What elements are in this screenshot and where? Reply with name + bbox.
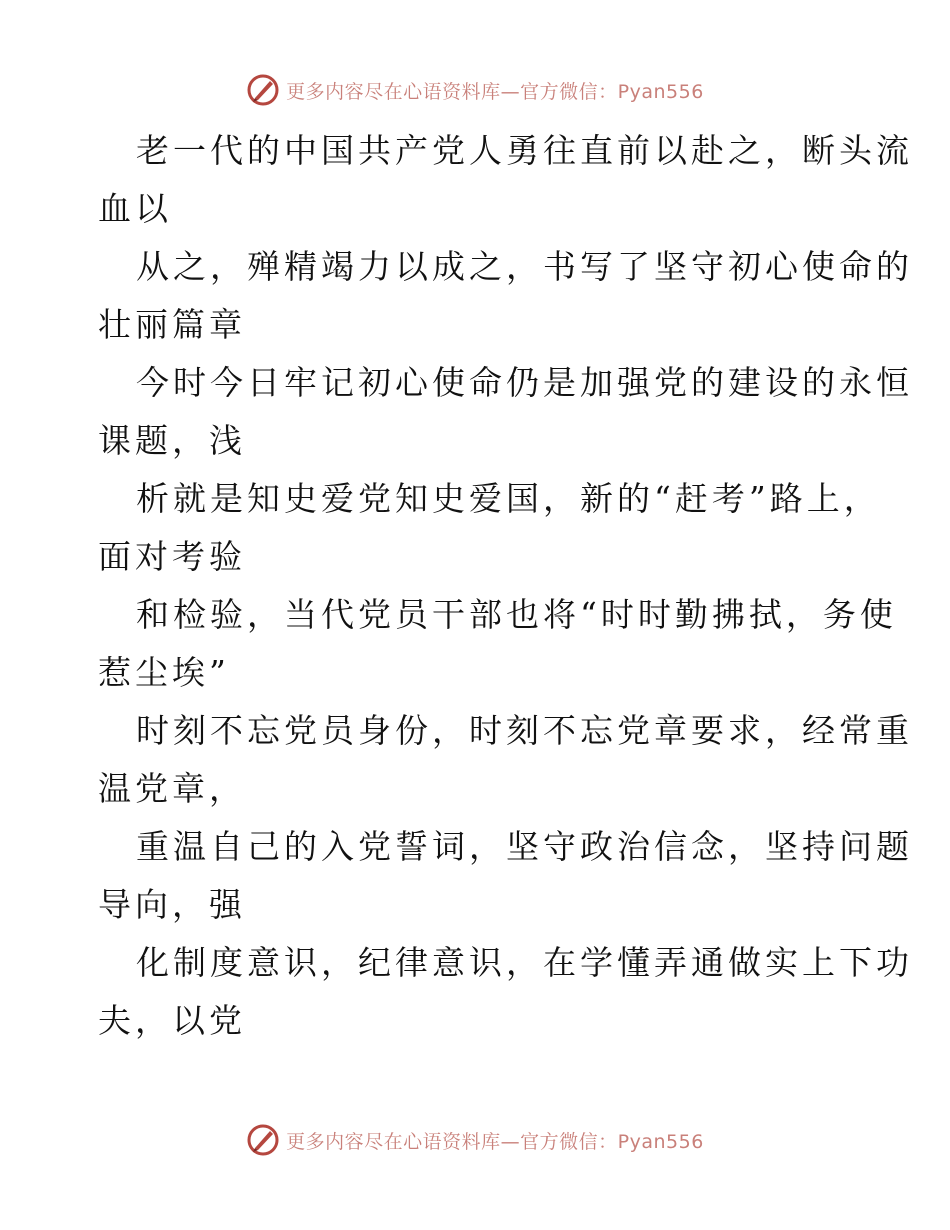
paragraph: 析就是知史爱党知史爱国，新的“赶考”路上， 面对考验 (98, 479, 881, 576)
paragraph: 重温自己的入党誓词，坚守政治信念，坚持问题 导向，强 (98, 827, 913, 924)
watermark-text: 更多内容尽在心语资料库—官方微信：Pyan556 (286, 1130, 704, 1153)
pen-logo-icon (246, 73, 280, 107)
paragraph: 老一代的中国共产党人勇往直前以赴之，断头流 血以 (98, 131, 913, 228)
paragraph: 化制度意识，纪律意识，在学懂弄通做实上下功 夫，以党 (98, 943, 913, 1040)
watermark-text: 更多内容尽在心语资料库—官方微信：Pyan556 (286, 80, 704, 103)
paragraph: 和检验，当代党员干部也将“时时勤拂拭，务使 惹尘埃” (98, 595, 897, 692)
document-body (98, 122, 913, 1050)
paragraph: 今时今日牢记初心使命仍是加强党的建设的永恒 课题，浅 (98, 363, 913, 460)
header-watermark (0, 70, 950, 110)
pen-logo-icon (246, 1123, 280, 1157)
footer-watermark (0, 1120, 950, 1160)
paragraph: 时刻不忘党员身份，时刻不忘党章要求，经常重 温党章， (98, 711, 913, 808)
paragraph: 从之，殚精竭力以成之，书写了坚守初心使命的 壮丽篇章 (98, 247, 913, 344)
